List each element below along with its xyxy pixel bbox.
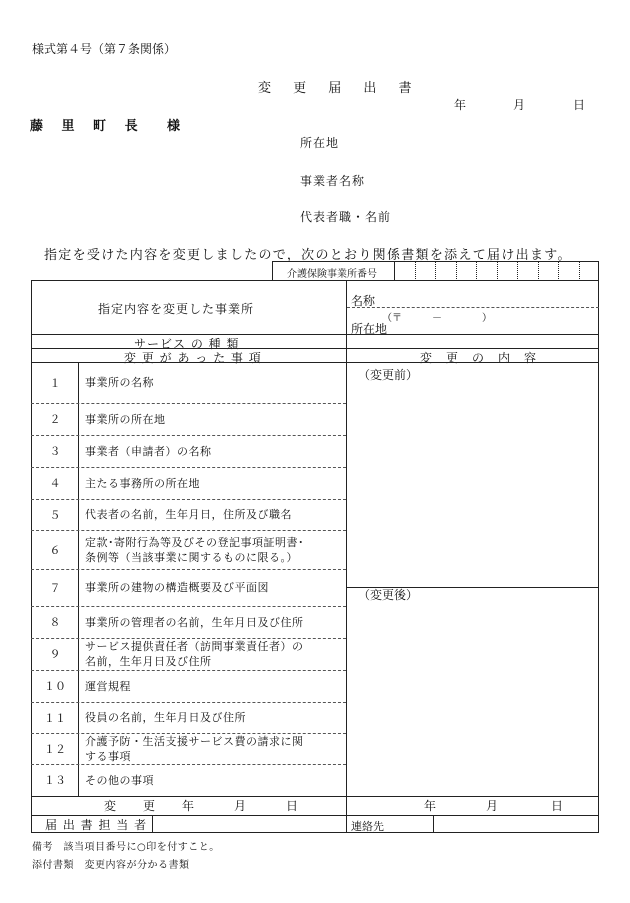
office-number-digit-box[interactable]	[394, 261, 395, 281]
form-number: 様式第４号（第７条関係）	[32, 42, 177, 56]
item-label: サービス提供責任者（訪問事業責任者）の 名前，生年月日及び住所	[85, 640, 304, 668]
office-number-digit-box[interactable]	[435, 261, 436, 281]
change-content-header: 変 更 の 内 容	[420, 351, 538, 365]
item-divider	[31, 403, 346, 404]
item-label: 運営規程	[85, 679, 131, 693]
item-number[interactable]: １	[49, 376, 61, 390]
office-number-digit-box[interactable]	[579, 261, 580, 281]
service-type-label: サービス の 種 類	[134, 337, 240, 351]
item-number[interactable]: ６	[49, 543, 61, 557]
item-number[interactable]: ３	[49, 445, 61, 458]
person-in-charge-label: 届 出 書 担 当 者	[45, 818, 148, 832]
item-label: 事業所の建物の構造概要及び平面図	[85, 581, 269, 594]
item-label: 介護予防・生活支援サービス費の請求に関 する事項	[85, 734, 304, 763]
changed-office-label: 指定内容を変更した事業所	[98, 302, 255, 316]
before-change-label: （変更前）	[358, 368, 419, 382]
item-divider	[31, 569, 346, 570]
office-number-digit-box[interactable]	[415, 261, 416, 281]
item-number[interactable]: １３	[44, 774, 66, 787]
item-number[interactable]: ８	[49, 616, 61, 629]
office-number-digit-box[interactable]	[558, 261, 559, 281]
addressee: 藤 里 町 長	[30, 119, 145, 134]
item-number[interactable]: ２	[49, 413, 61, 426]
office-number-digit-box[interactable]	[538, 261, 539, 281]
office-number-digit-box[interactable]	[517, 261, 518, 281]
right-date-day: 日	[551, 799, 564, 813]
item-number[interactable]: ７	[49, 581, 61, 595]
item-number-divider	[78, 362, 79, 796]
office-location-label: 所在地	[351, 322, 388, 336]
right-date-month: 月	[486, 799, 499, 813]
item-number[interactable]: １２	[44, 742, 66, 756]
row-divider	[31, 362, 599, 363]
name-divider	[347, 307, 599, 308]
item-number[interactable]: １１	[44, 711, 66, 725]
form-title: 変 更 届 出 書	[258, 81, 421, 96]
item-number[interactable]: ９	[49, 648, 61, 661]
office-number-label: 介護保険事業所番号	[287, 269, 377, 280]
office-number-digit-box[interactable]	[476, 261, 477, 281]
office-number-digit-box[interactable]	[456, 261, 457, 281]
item-label: 主たる事務所の所在地	[85, 476, 200, 490]
contact-label: 連絡先	[351, 820, 384, 833]
right-date-year: 年	[424, 799, 437, 813]
item-divider	[31, 467, 346, 468]
person-divider	[152, 815, 153, 833]
item-label: 事業所の管理者の名前，生年月日及び住所	[85, 615, 304, 629]
date-day-label: 日	[573, 98, 586, 112]
item-label: 代表者の名前，生年月日，住所及び職名	[85, 508, 292, 521]
date-month-label: 月	[513, 98, 526, 112]
item-divider	[31, 499, 346, 500]
item-label: その他の事項	[85, 773, 154, 787]
item-label: 定款･寄附行為等及びその登記事項証明書･ 条例等（当該事業に関するものに限る。）	[85, 535, 304, 564]
row-divider	[31, 334, 599, 335]
item-divider	[31, 702, 346, 703]
contact-divider	[346, 815, 347, 833]
addressee-honorific: 様	[167, 119, 188, 134]
office-number-digit-box[interactable]	[497, 261, 498, 281]
item-label: 役員の名前，生年月日及び住所	[85, 711, 246, 724]
attachments-note: 添付書類 変更内容が分かる書類	[32, 860, 190, 871]
contact-value-divider	[433, 815, 434, 833]
item-divider	[31, 670, 346, 671]
item-number[interactable]: １０	[44, 680, 66, 693]
changed-items-header: 変 更 が あ っ た 事 項	[124, 351, 262, 365]
item-label: 事業所の所在地	[85, 412, 166, 426]
address-label: 所在地	[300, 136, 340, 150]
office-name-label: 名称	[351, 294, 376, 308]
company-name-label: 事業者名称	[300, 174, 366, 188]
item-divider	[31, 530, 346, 531]
item-label: 事業所の名称	[85, 376, 154, 389]
item-number[interactable]: ５	[49, 508, 61, 522]
item-label: 事業者（申請者）の名称	[85, 444, 212, 458]
item-divider	[31, 435, 346, 436]
remark-note: 備考 該当項目番号に○印を付すこと。	[32, 842, 220, 853]
after-change-label: （変更後）	[358, 588, 419, 602]
item-number[interactable]: ４	[49, 477, 61, 490]
center-divider	[346, 280, 347, 816]
representative-label: 代表者職・名前	[300, 210, 392, 224]
postal-code-field[interactable]: （〒 － ）	[382, 313, 492, 324]
change-date-label: 変 更 年 月 日	[104, 799, 300, 813]
date-year-label: 年	[454, 98, 467, 112]
intro-statement: 指定を受けた内容を変更しましたので，次のとおり関係書類を添えて届け出ます。	[44, 248, 572, 263]
item-divider	[31, 764, 346, 765]
item-divider	[31, 606, 346, 607]
